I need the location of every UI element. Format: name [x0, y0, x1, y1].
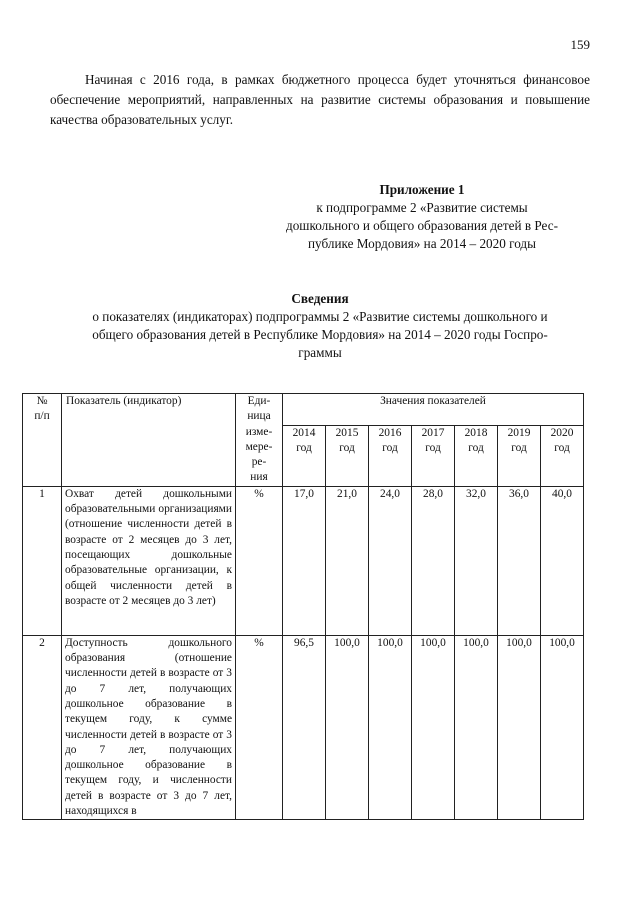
header-unit-line: ния: [250, 471, 268, 484]
year-number: 2020: [550, 426, 574, 439]
row-value: 40,0: [541, 486, 584, 635]
year-number: 2014: [292, 426, 316, 439]
header-unit: [236, 394, 283, 487]
table-row: [23, 486, 584, 635]
header-unit-line: ница: [247, 410, 271, 423]
row-indicator: Охват детей дошкольными образовательными организациями (отношение численности детей в возрасте от 2 месяцев до 3 лет, посещающих дошкольные образовательные организации, к общей численности детей в возрасте от 2 месяцев до 3 лет): [62, 486, 236, 635]
intro-paragraph: Начиная с 2016 года, в рамках бюджетного процесса будет уточняться финансовое обеспечение мероприятий, направленных на развитие системы образования и повышение качества образовательных услуг.: [50, 72, 590, 127]
appendix-block: [252, 181, 592, 253]
header-values: Значения показателей: [283, 394, 584, 426]
header-unit-line: ре-: [251, 456, 267, 469]
header-indicator: Показатель (индикатор): [62, 394, 236, 487]
header-year: [455, 425, 498, 486]
year-suffix: год: [425, 441, 441, 454]
year-number: 2016: [378, 426, 402, 439]
row-value: 100,0: [455, 635, 498, 820]
row-value: 28,0: [412, 486, 455, 635]
header-unit-line: Еди-: [247, 395, 271, 407]
row-value: 100,0: [369, 635, 412, 820]
header-year: [541, 425, 584, 486]
year-number: 2018: [464, 426, 488, 439]
row-value: 17,0: [283, 486, 326, 635]
header-year: [498, 425, 541, 486]
row-value: 100,0: [498, 635, 541, 820]
heading-title: Сведения: [291, 291, 349, 306]
row-value: 100,0: [541, 635, 584, 820]
header-number-line: п/п: [34, 410, 50, 423]
row-value: 21,0: [326, 486, 369, 635]
header-number-line: №: [36, 395, 48, 407]
appendix-line: публике Мордовия» на 2014 – 2020 годы: [308, 236, 536, 251]
row-value: 96,5: [283, 635, 326, 820]
year-suffix: год: [339, 441, 355, 454]
header-number: [23, 394, 62, 487]
appendix-line: дошкольного и общего образования детей в Рес-: [286, 218, 558, 233]
header-year: [283, 425, 326, 486]
year-number: 2017: [421, 426, 445, 439]
row-value: 32,0: [455, 486, 498, 635]
year-suffix: год: [382, 441, 398, 454]
row-unit: %: [236, 486, 283, 635]
page-number: 159: [570, 37, 590, 52]
header-unit-line: мере-: [245, 440, 273, 453]
row-number: 2: [23, 635, 62, 820]
year-suffix: год: [296, 441, 312, 454]
header-unit-line: изме-: [245, 425, 273, 438]
row-value: 24,0: [369, 486, 412, 635]
heading-line: общего образования детей в Республике Мордовия» на 2014 – 2020 годы Госпро-: [92, 327, 548, 342]
year-number: 2015: [335, 426, 359, 439]
header-year: [369, 425, 412, 486]
document-heading: [46, 290, 594, 362]
row-indicator: Доступность дошкольного образования (отношение численности детей в возрасте от 3 до 7 лет, получающих дошкольное образование в текущем году, к сумме численности детей в возрасте от 3 до 7 лет, получающих дошкольное образование в текущем году, и численности детей в возрасте от 3 до 7 лет, находящихся в: [62, 635, 236, 820]
row-value: 36,0: [498, 486, 541, 635]
row-number: 1: [23, 486, 62, 635]
row-value: 100,0: [326, 635, 369, 820]
row-value: 100,0: [412, 635, 455, 820]
heading-line: о показателях (индикаторах) подпрограммы 2 «Развитие системы дошкольного и: [92, 309, 548, 324]
year-number: 2019: [507, 426, 531, 439]
year-suffix: год: [468, 441, 484, 454]
appendix-line: к подпрограмме 2 «Развитие системы: [316, 200, 528, 215]
appendix-title: Приложение 1: [379, 182, 465, 197]
table-row: [23, 635, 584, 820]
header-year: [326, 425, 369, 486]
header-year: [412, 425, 455, 486]
year-suffix: год: [554, 441, 570, 454]
year-suffix: год: [511, 441, 527, 454]
heading-line: граммы: [298, 345, 342, 360]
row-unit: %: [236, 635, 283, 820]
indicators-table: [22, 393, 584, 820]
